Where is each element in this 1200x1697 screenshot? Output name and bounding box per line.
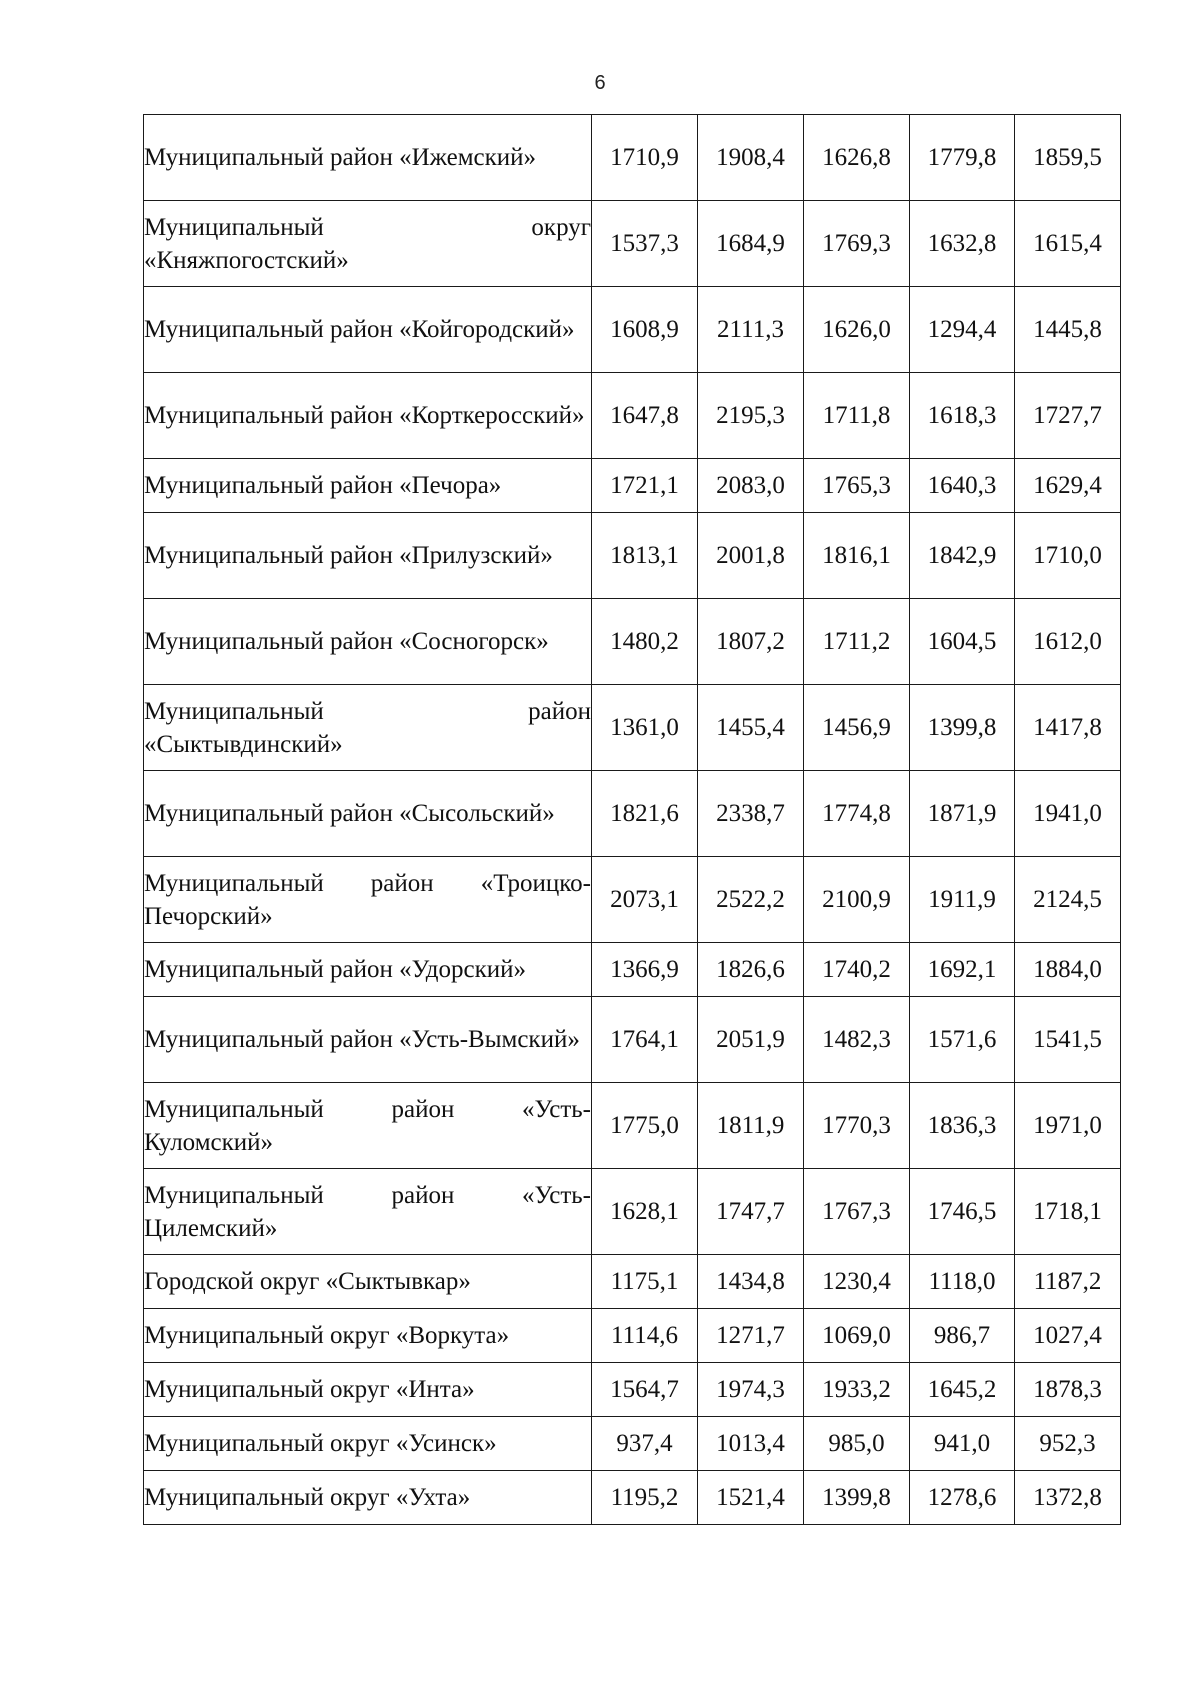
page-number: 6 xyxy=(594,72,606,94)
table-row xyxy=(144,771,1121,857)
row-value: 1612,0 xyxy=(1015,599,1121,685)
row-value: 1769,3 xyxy=(804,201,910,287)
row-value: 1445,8 xyxy=(1015,287,1121,373)
row-value: 1628,1 xyxy=(592,1169,698,1255)
row-value: 1746,5 xyxy=(910,1169,1015,1255)
row-value: 1417,8 xyxy=(1015,685,1121,771)
table-row xyxy=(144,1083,1121,1169)
row-value: 1632,8 xyxy=(910,201,1015,287)
row-name: Муниципальный район «Сыктывдинский» xyxy=(144,685,592,771)
row-value: 1770,3 xyxy=(804,1083,910,1169)
row-value: 1482,3 xyxy=(804,997,910,1083)
row-value: 1684,9 xyxy=(698,201,804,287)
row-value: 1884,0 xyxy=(1015,943,1121,997)
table-row xyxy=(144,373,1121,459)
row-value: 2100,9 xyxy=(804,857,910,943)
row-value: 1971,0 xyxy=(1015,1083,1121,1169)
row-value: 1941,0 xyxy=(1015,771,1121,857)
row-value: 2001,8 xyxy=(698,513,804,599)
row-name: Городской округ «Сыктывкар» xyxy=(144,1255,592,1309)
row-value: 1480,2 xyxy=(592,599,698,685)
row-value: 1775,0 xyxy=(592,1083,698,1169)
table-row xyxy=(144,1255,1121,1309)
row-value: 1069,0 xyxy=(804,1309,910,1363)
row-value: 1747,7 xyxy=(698,1169,804,1255)
row-name: Муниципальный район «Сосногорск» xyxy=(144,599,592,685)
row-value: 1615,4 xyxy=(1015,201,1121,287)
row-name: Муниципальный район «Удорский» xyxy=(144,943,592,997)
row-value: 1816,1 xyxy=(804,513,910,599)
row-value: 2051,9 xyxy=(698,997,804,1083)
table-row xyxy=(144,857,1121,943)
row-name: Муниципальный округ «Княжпогостский» xyxy=(144,201,592,287)
row-value: 1767,3 xyxy=(804,1169,910,1255)
row-name: Муниципальный район «Сысольский» xyxy=(144,771,592,857)
row-value: 1399,8 xyxy=(804,1471,910,1525)
table-row xyxy=(144,943,1121,997)
row-name: Муниципальный район «Усть-Куломский» xyxy=(144,1083,592,1169)
row-value: 1908,4 xyxy=(698,115,804,201)
row-value: 1187,2 xyxy=(1015,1255,1121,1309)
row-value: 1537,3 xyxy=(592,201,698,287)
table-row xyxy=(144,599,1121,685)
row-value: 1521,4 xyxy=(698,1471,804,1525)
table-row xyxy=(144,459,1121,513)
table-row xyxy=(144,115,1121,201)
table-row xyxy=(144,997,1121,1083)
row-value: 1564,7 xyxy=(592,1363,698,1417)
row-value: 1640,3 xyxy=(910,459,1015,513)
row-value: 1230,4 xyxy=(804,1255,910,1309)
row-value: 985,0 xyxy=(804,1417,910,1471)
row-value: 1618,3 xyxy=(910,373,1015,459)
row-value: 1718,1 xyxy=(1015,1169,1121,1255)
row-value: 1974,3 xyxy=(698,1363,804,1417)
row-value: 986,7 xyxy=(910,1309,1015,1363)
row-value: 1859,5 xyxy=(1015,115,1121,201)
row-value: 1013,4 xyxy=(698,1417,804,1471)
row-name: Муниципальный район «Усть-Вымский» xyxy=(144,997,592,1083)
row-value: 1933,2 xyxy=(804,1363,910,1417)
row-value: 1710,9 xyxy=(592,115,698,201)
row-name: Муниципальный район «Корткеросский» xyxy=(144,373,592,459)
table-row xyxy=(144,1417,1121,1471)
row-value: 1836,3 xyxy=(910,1083,1015,1169)
row-value: 1811,9 xyxy=(698,1083,804,1169)
row-value: 2338,7 xyxy=(698,771,804,857)
row-value: 1878,3 xyxy=(1015,1363,1121,1417)
row-value: 1626,0 xyxy=(804,287,910,373)
row-value: 1774,8 xyxy=(804,771,910,857)
row-value: 1278,6 xyxy=(910,1471,1015,1525)
table-row xyxy=(144,1169,1121,1255)
row-value: 1807,2 xyxy=(698,599,804,685)
row-value: 1645,2 xyxy=(910,1363,1015,1417)
row-value: 1271,7 xyxy=(698,1309,804,1363)
row-value: 1571,6 xyxy=(910,997,1015,1083)
row-value: 2111,3 xyxy=(698,287,804,373)
row-value: 1541,5 xyxy=(1015,997,1121,1083)
row-value: 2124,5 xyxy=(1015,857,1121,943)
row-value: 2083,0 xyxy=(698,459,804,513)
row-name: Муниципальный район «Усть-Цилемский» xyxy=(144,1169,592,1255)
table-row xyxy=(144,685,1121,771)
row-value: 1456,9 xyxy=(804,685,910,771)
row-value: 1629,4 xyxy=(1015,459,1121,513)
row-value: 1721,1 xyxy=(592,459,698,513)
row-value: 1372,8 xyxy=(1015,1471,1121,1525)
table-row xyxy=(144,1309,1121,1363)
row-value: 1710,0 xyxy=(1015,513,1121,599)
row-value: 2195,3 xyxy=(698,373,804,459)
table-row xyxy=(144,513,1121,599)
row-value: 1608,9 xyxy=(592,287,698,373)
row-value: 1871,9 xyxy=(910,771,1015,857)
row-value: 1727,7 xyxy=(1015,373,1121,459)
row-value: 1604,5 xyxy=(910,599,1015,685)
row-value: 1740,2 xyxy=(804,943,910,997)
row-value: 1692,1 xyxy=(910,943,1015,997)
row-value: 1821,6 xyxy=(592,771,698,857)
row-value: 1175,1 xyxy=(592,1255,698,1309)
row-value: 1765,3 xyxy=(804,459,910,513)
row-value: 941,0 xyxy=(910,1417,1015,1471)
row-value: 1764,1 xyxy=(592,997,698,1083)
table-row xyxy=(144,201,1121,287)
row-value: 1711,2 xyxy=(804,599,910,685)
row-name: Муниципальный округ «Воркута» xyxy=(144,1309,592,1363)
table-row xyxy=(144,1471,1121,1525)
row-value: 1195,2 xyxy=(592,1471,698,1525)
row-value: 937,4 xyxy=(592,1417,698,1471)
row-value: 1813,1 xyxy=(592,513,698,599)
row-value: 1361,0 xyxy=(592,685,698,771)
table-row xyxy=(144,1363,1121,1417)
row-value: 1114,6 xyxy=(592,1309,698,1363)
row-name: Муниципальный район «Печора» xyxy=(144,459,592,513)
row-name: Муниципальный район «Прилузский» xyxy=(144,513,592,599)
data-table xyxy=(143,114,1121,1525)
row-name: Муниципальный округ «Инта» xyxy=(144,1363,592,1417)
table-row xyxy=(144,287,1121,373)
row-value: 1399,8 xyxy=(910,685,1015,771)
row-value: 1294,4 xyxy=(910,287,1015,373)
row-name: Муниципальный округ «Ухта» xyxy=(144,1471,592,1525)
row-name: Муниципальный район «Троицко-Печорский» xyxy=(144,857,592,943)
row-name: Муниципальный округ «Усинск» xyxy=(144,1417,592,1471)
row-value: 952,3 xyxy=(1015,1417,1121,1471)
row-name: Муниципальный район «Койгородский» xyxy=(144,287,592,373)
row-value: 2073,1 xyxy=(592,857,698,943)
row-value: 1434,8 xyxy=(698,1255,804,1309)
row-value: 1711,8 xyxy=(804,373,910,459)
row-value: 1911,9 xyxy=(910,857,1015,943)
row-value: 1118,0 xyxy=(910,1255,1015,1309)
row-value: 2522,2 xyxy=(698,857,804,943)
row-value: 1779,8 xyxy=(910,115,1015,201)
row-value: 1826,6 xyxy=(698,943,804,997)
row-value: 1647,8 xyxy=(592,373,698,459)
row-name: Муниципальный район «Ижемский» xyxy=(144,115,592,201)
row-value: 1455,4 xyxy=(698,685,804,771)
row-value: 1842,9 xyxy=(910,513,1015,599)
row-value: 1027,4 xyxy=(1015,1309,1121,1363)
row-value: 1366,9 xyxy=(592,943,698,997)
row-value: 1626,8 xyxy=(804,115,910,201)
